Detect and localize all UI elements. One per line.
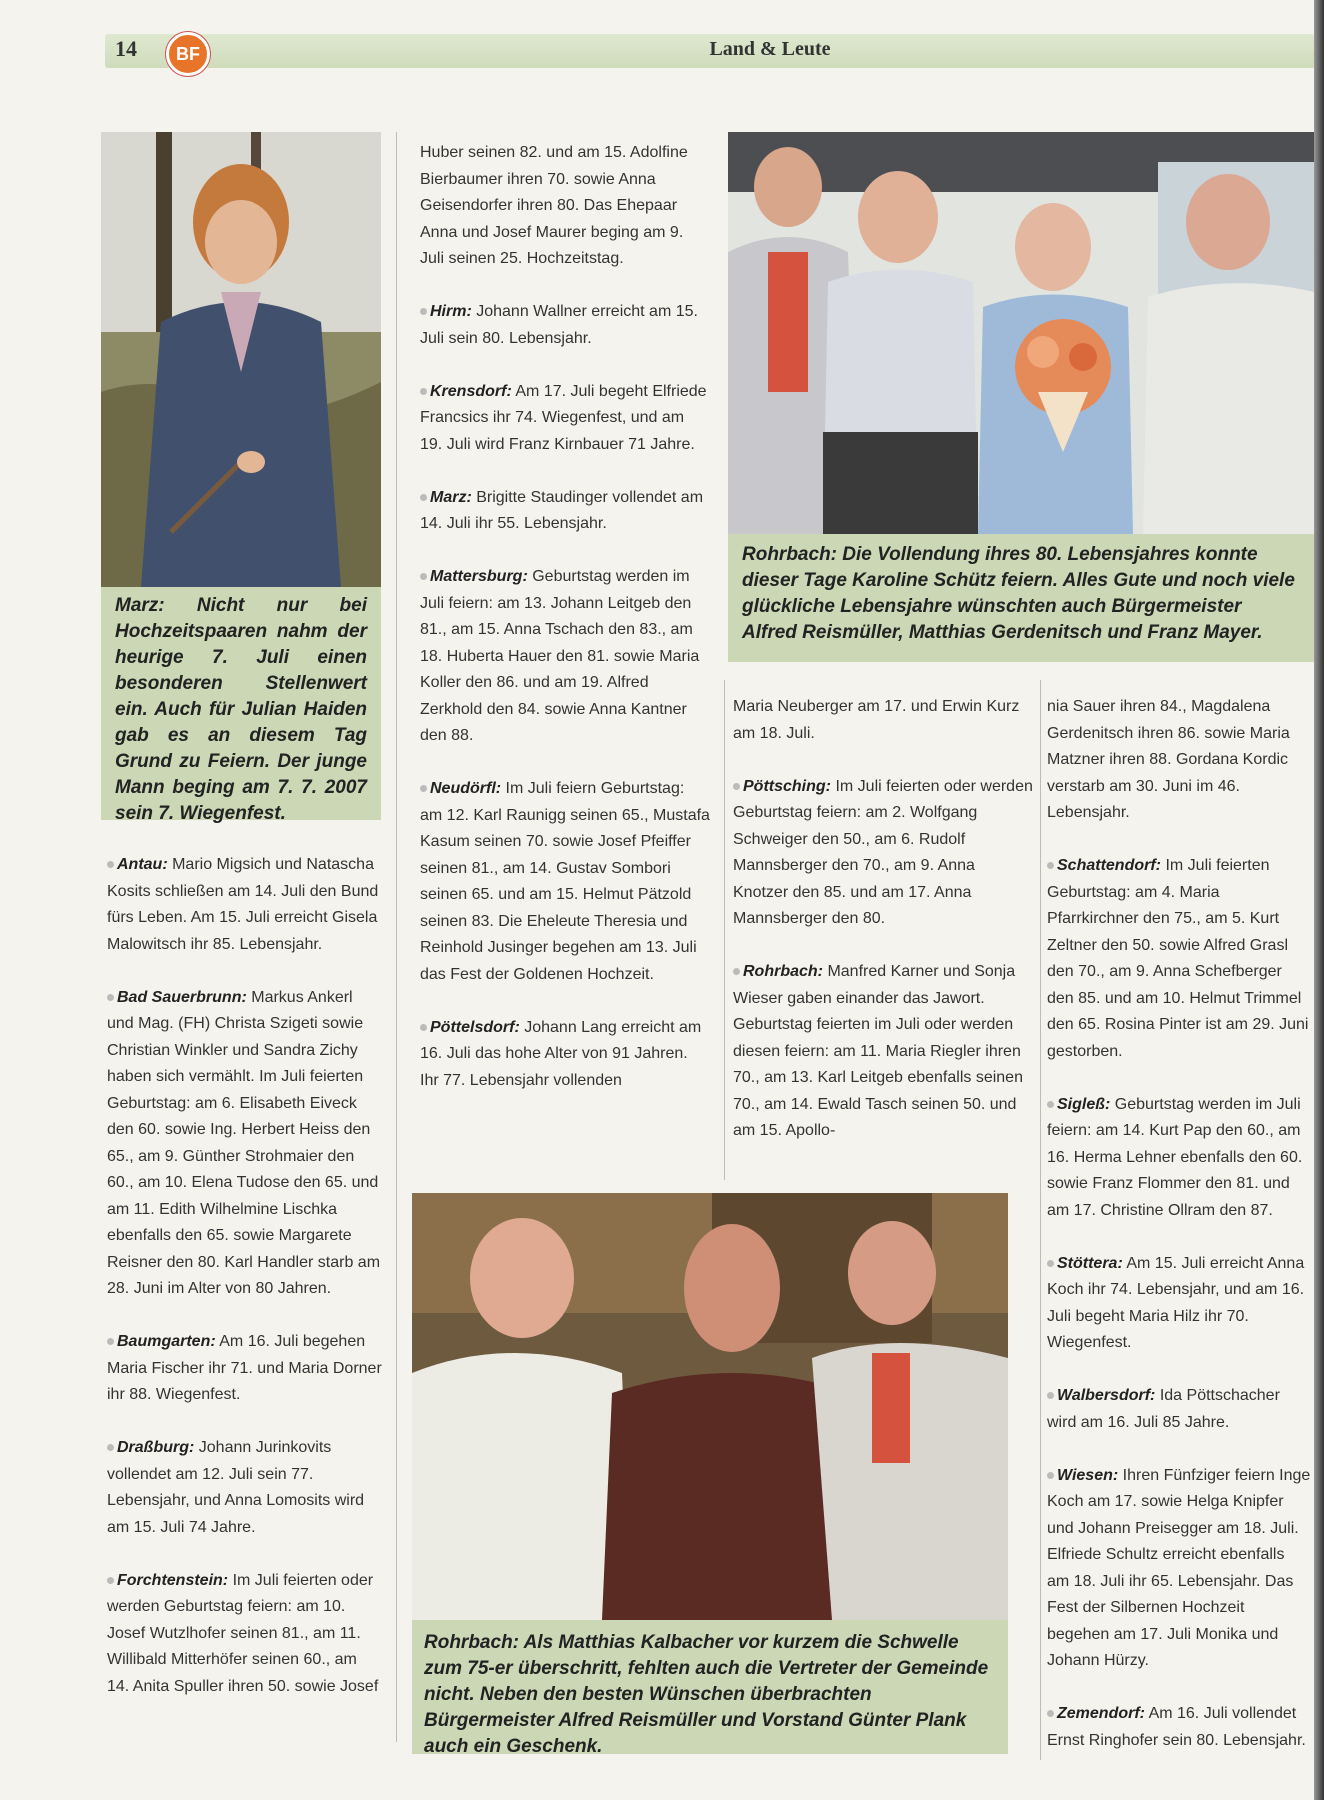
bullet-icon xyxy=(107,1444,114,1451)
column-rule xyxy=(724,680,725,1180)
entry-text: Johann Jurinkovits vollendet am 12. Juli sein 77. Lebensjahr, und Anna Lomosits wird am 15. Juli 74 Jahre. xyxy=(107,1439,365,1536)
place-name: Wiesen: xyxy=(1057,1466,1119,1484)
caption-rohrbach-80: Rohrbach: Die Vollendung ihres 80. Lebensjahres konnte dieser Tage Karoline Schütz feiern. Alles Gute und noch viele glückliche Lebensjahre wünschten auch Bürgermeister Alfred Reismüller, Matthias Gerdenitsch und Franz Mayer. xyxy=(728,534,1314,662)
news-entry xyxy=(1047,1701,1311,1754)
entry-text: Am 17. Juli begeht Elfriede Francsics ihr 74. Wiegenfest, und am 19. Juli wird Franz Kirnbauer 71 Jahre. xyxy=(420,382,707,453)
entry-text: Am 15. Juli erreicht Anna Koch ihr 74. Lebensjahr, und am 16. Juli begeht Maria Hilz ihr 70. Wiegenfest. xyxy=(1047,1254,1305,1351)
entry-text: Ihren Fünfziger feiern Inge Koch am 17. sowie Helga Knipfer und Johann Preisegger am 18. Juli. Elfriede Schultz erreicht ebenfalls am 18. Juli ihr 65. Lebensjahr. Das Fest der Silbernen Hochzeit begehen am 17. Juli Monika und Johann Hürzy. xyxy=(1047,1466,1311,1669)
place-name: Schattendorf: xyxy=(1057,857,1161,874)
place-name: Rohrbach: xyxy=(743,963,823,980)
bullet-icon xyxy=(1047,862,1054,869)
entry-text: Maria Neuberger am 17. und Erwin Kurz am 18. Juli. xyxy=(733,698,1020,742)
news-entry xyxy=(1047,1463,1311,1675)
column-rule xyxy=(396,132,397,1742)
news-entry xyxy=(107,985,383,1303)
place-name: Stöttera: xyxy=(1057,1254,1123,1272)
entry-text: Brigitte Staudinger vollendet am 14. Juli ihr 55. Lebensjahr. xyxy=(420,488,704,532)
news-entry xyxy=(107,1568,383,1701)
news-entry xyxy=(733,959,1033,1145)
entry-text: Im Juli feierten oder werden Geburtstag feiern: am 2. Wolfgang Schweiger den 50., am 6. Rudolf Mannsberger den 70., am 9. Anna Knotzer den 85. und am 17. Anna Mannsberger den 80. xyxy=(733,777,1033,927)
bullet-icon xyxy=(1047,1101,1054,1108)
place-name: Hirm: xyxy=(430,303,472,320)
place-name: Baumgarten: xyxy=(117,1333,216,1350)
place-name: Antau: xyxy=(117,856,168,873)
place-name: Pöttelsdorf: xyxy=(430,1018,520,1036)
bullet-icon xyxy=(107,1577,114,1584)
place-name: Krensdorf: xyxy=(430,382,512,400)
newspaper-logo: BF xyxy=(166,32,210,76)
column-2 xyxy=(420,140,710,1121)
bullet-icon xyxy=(733,783,740,790)
bullet-icon xyxy=(1047,1710,1054,1717)
place-name: Neudörfl: xyxy=(430,780,502,797)
entry-text: Geburtstag werden im Juli feiern: am 14. Kurt Pap den 60., am 16. Herma Lehner ebenfalls den 60. sowie Franz Flommer den 81. und am 17. Christine Ollram den 87. xyxy=(1047,1095,1303,1219)
bullet-icon xyxy=(420,1024,427,1031)
place-name: Sigleß: xyxy=(1057,1095,1111,1113)
photo-karoline-schuetz xyxy=(728,132,1314,534)
column-4 xyxy=(1047,694,1311,1781)
news-entry xyxy=(1047,1251,1311,1357)
entry-text: Huber seinen 82. und am 15. Adolfine Bierbaumer ihren 70. sowie Anna Geisendorfer ihren 80. Das Ehepaar Anna und Josef Maurer beging am 9. Juli seinen 25. Hochzeitstag. xyxy=(420,144,688,267)
photo-matthias-kalbacher xyxy=(412,1193,1008,1620)
entry-text: Im Juli feierten Geburtstag: am 4. Maria Pfarrkirchner den 75., am 5. Kurt Zeltner den 50. sowie Alfred Grasl den 70., am 9. Anna Schefberger den 85. und am 10. Helmut Trimmel den 65. Rosina Pinter ist am 29. Juni gestorben. xyxy=(1047,857,1309,1060)
entry-text: Am 16. Juli vollendet Ernst Ringhofer sein 80. Lebensjahr. xyxy=(1047,1705,1306,1749)
bullet-icon xyxy=(420,785,427,792)
place-name: Draßburg: xyxy=(117,1439,195,1456)
place-name: Zemendorf: xyxy=(1057,1705,1145,1722)
place-name: Walbersdorf: xyxy=(1057,1387,1156,1404)
place-name: Mattersburg: xyxy=(430,568,528,585)
entry-text: Geburtstag werden im Juli feiern: am 13. Johann Leitgeb den 81., am 15. Anna Tschach den 83., am 18. Huberta Hauer den 81. sowie Maria Koller den 86. und am 19. Alfred Zerkhold den 84. sowie Anna Kantner den 88. xyxy=(420,568,700,744)
bullet-icon xyxy=(107,1338,114,1345)
bullet-icon xyxy=(420,573,427,580)
caption-marz: Marz: Nicht nur bei Hochzeitspaaren nahm der heurige 7. Juli einen besonderen Stellenwert ein. Auch für Julian Haiden gab es an diesem Tag Grund zu Feiern. Der junge Mann beging am 7. 7. 2007 sein 7. Wiegenfest. xyxy=(101,587,381,820)
column-rule xyxy=(1040,680,1041,1760)
news-entry xyxy=(1047,1383,1311,1436)
entry-text: Johann Lang erreicht am 16. Juli das hohe Alter von 91 Jahren. Ihr 77. Lebensjahr vollenden xyxy=(420,1018,702,1089)
entry-text: Markus Ankerl und Mag. (FH) Christa Szigeti sowie Christian Winkler und Sandra Zichy haben sich vermählt. Im Juli feierten Geburtstag: am 6. Elisabeth Eiveck den 60. sowie Ing. Herbert Heiss den 65., am 9. Günther Strohmaier den 60., am 10. Elena Tudose den 65. und am 11. Edith Wilhelmine Lischka ebenfalls den 65. sowie Margarete Reisner den 80. Karl Handler starb am 28. Juni im Alter von 80 Jahren. xyxy=(107,988,381,1297)
bullet-icon xyxy=(420,308,427,315)
place-name: Pöttsching: xyxy=(743,777,831,795)
news-entry xyxy=(107,1435,383,1541)
place-name: Marz: xyxy=(430,488,472,506)
place-name: Bad Sauerbrunn: xyxy=(117,988,247,1006)
section-title: Land & Leute xyxy=(709,38,831,60)
entry-text: Manfred Karner und Sonja Wieser gaben einander das Jawort. Geburtstag feierten im Juli oder werden diesen feiern: am 11. Maria Riegler ihren 70., am 13. Karl Leitgeb ebenfalls seinen 70., am 14. Ewald Tasch seinen 50. und am 15. Apollo- xyxy=(733,963,1023,1139)
bullet-icon xyxy=(1047,1260,1054,1267)
place-name: Forchtenstein: xyxy=(117,1571,229,1589)
news-entry xyxy=(420,776,710,988)
news-entry xyxy=(420,564,710,750)
news-entry xyxy=(420,485,710,538)
entry-text: Mario Migsich und Natascha Kosits schließen am 14. Juli den Bund fürs Leben. Am 15. Juli erreicht Gisela Malowitsch ihr 85. Lebensjahr. xyxy=(107,856,379,953)
news-entry xyxy=(420,299,710,352)
news-entry xyxy=(1047,853,1311,1065)
news-entry xyxy=(420,140,710,273)
bullet-icon xyxy=(1047,1472,1054,1479)
bullet-icon xyxy=(107,994,114,1001)
entry-text: Johann Wallner erreicht am 15. Juli sein 80. Lebensjahr. xyxy=(420,303,698,347)
bullet-icon xyxy=(733,968,740,975)
news-entry xyxy=(420,379,710,459)
page-number: 14 xyxy=(115,36,137,61)
news-entry xyxy=(1047,1092,1311,1225)
caption-rohrbach-75: Rohrbach: Als Matthias Kalbacher vor kurzem die Schwelle zum 75-er überschritt, fehlten auch die Vertreter der Gemeinde nicht. Neben den besten Wünschen überbrachten Bürgermeister Alfred Reismüller und Vorstand Günter Plank auch ein Geschenk. xyxy=(412,1620,1008,1754)
entry-text: Im Juli feiern Geburtstag: am 12. Karl Raunigg seinen 65., Mustafa Kasum seinen 70. sowie Josef Pfeiffer seinen 81., am 14. Gustav Sombori seinen 65. und am 15. Helmut Pätzold seinen 83. Die Eheleute Theresia und Reinhold Jusinger begehen am 13. Juli das Fest der Goldenen Hochzeit. xyxy=(420,780,710,983)
news-entry xyxy=(733,694,1033,747)
entry-text: Am 16. Juli begehen Maria Fischer ihr 71. und Maria Dorner ihr 88. Wiegenfest. xyxy=(107,1333,382,1403)
entry-text: Ida Pöttschacher wird am 16. Juli 85 Jahre. xyxy=(1047,1387,1280,1431)
news-entry xyxy=(733,774,1033,933)
entry-text: nia Sauer ihren 84., Magdalena Gerdenitsch ihren 86. sowie Maria Matzner ihren 88. Gordana Kordic verstarb am 30. Juni im 46. Lebensjahr. xyxy=(1047,698,1290,821)
column-3 xyxy=(733,694,1033,1171)
bullet-icon xyxy=(420,494,427,501)
bullet-icon xyxy=(420,388,427,395)
news-entry xyxy=(1047,694,1311,827)
photo-julian-haiden xyxy=(101,132,381,587)
page-fold-edge xyxy=(1314,0,1324,1800)
entry-text: Im Juli feierten oder werden Geburtstag feiern: am 10. Josef Wutzlhofer seinen 81., am 11. Willibald Mitterhöfer seinen 60., am 14. Anita Spuller ihren 50. sowie Josef xyxy=(107,1571,379,1695)
column-1 xyxy=(107,852,383,1727)
news-entry xyxy=(420,1015,710,1095)
bullet-icon xyxy=(1047,1392,1054,1399)
bullet-icon xyxy=(107,861,114,868)
news-entry xyxy=(107,1329,383,1409)
news-entry xyxy=(107,852,383,958)
